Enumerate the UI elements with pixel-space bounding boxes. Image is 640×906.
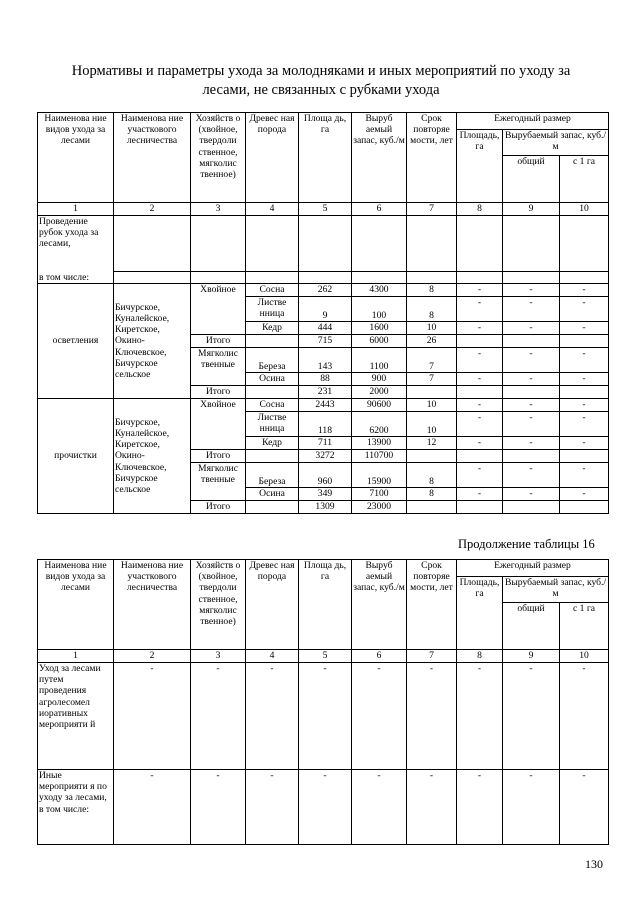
economy-coniferous: Хвойное: [191, 284, 246, 335]
header-annual-area: Площадь, га: [457, 130, 503, 203]
page-title: [40, 62, 602, 100]
header-kind: Наименова ние видов ухода за лесами: [38, 113, 114, 203]
header-forestry: Наименова ние участкового лесничества: [114, 113, 191, 203]
title-line-1: Нормативы и параметры ухода за молодняками и иных мероприятий по уходу за: [71, 63, 571, 79]
table-row: Мягколис твенные Береза 960 15900 8 - - -: [38, 463, 609, 488]
table-row: осветления Бичурское, Куналейское, Киретское, Окино-Ключевское, Бичурское сельское Хвойное Сосна 262 4300 8 - - -: [38, 284, 609, 297]
economy-softwood: Мягколис твенные: [191, 463, 246, 501]
table-16-continued: Наименова ние видов ухода за лесами Наименова ние участкового лесничества Хозяйств о (хвойное, твердоли ственное, мягколис твенное) Древес ная порода Площа дь, га Выруб аемый запас, куб./м Срок повторяе мости, лет Ежегодный размер Площадь, га Вырубаемый запас, куб./м общий с 1 га 1 2 3 4 5 6 7 8 9 10 Уход за лесами путем проведения агролесомел иоративных мероприяти й - - - - - - - - - Иные мероприяти я по уходу за лесами, в том числе: - - - - - - - - -: [37, 559, 609, 845]
header-period: Срок повторяе мости, лет: [407, 113, 457, 203]
kind-osv: осветления: [38, 284, 114, 399]
header-total: общий: [503, 156, 560, 203]
header-row: [38, 113, 609, 130]
table-row: [38, 216, 609, 272]
subtotal-row: Итого 3272 110700: [38, 450, 609, 463]
header-stock: Выруб аемый запас, куб./м: [352, 113, 407, 203]
table-row: прочистки Бичурское, Куналейское, Киретское, Окино-Ключевское, Бичурское сельское Хвойное Сосна 2443 90600 10 - - -: [38, 399, 609, 412]
kind-proch: прочистки: [38, 399, 114, 514]
economy-coniferous: Хвойное: [191, 399, 246, 450]
header-area: Площа дь, га: [299, 113, 352, 203]
forestry-list: Бичурское, Куналейское, Киретское, Окино-Ключевское, Бичурское сельское: [114, 284, 191, 399]
table-16: [37, 112, 609, 514]
subtotal-row: Итого 1309 23000: [38, 501, 609, 514]
header-economy: Хозяйств о (хвойное, твердоли ственное, мягколис твенное): [191, 113, 246, 203]
forestry-list: Бичурское, Куналейское, Киретское, Окино-Ключевское, Бичурское сельское: [114, 399, 191, 514]
table-row: Уход за лесами путем проведения агролесомел иоративных мероприяти й - - - - - - - - -: [38, 663, 609, 770]
title-line-2: лесами, не связанных с рубками ухода: [202, 82, 440, 98]
header-per-ha: с 1 га: [560, 156, 609, 203]
continuation-label: Продолжение таблицы 16: [458, 537, 595, 551]
table-row: Кедр 444 1600 10 - - -: [38, 322, 609, 335]
header-row: Наименова ние видов ухода за лесами Наименова ние участкового лесничества Хозяйств о (хвойное, твердоли ственное, мягколис твенное) Древес ная порода Площа дь, га Выруб аемый запас, куб./м Срок повторяе мости, лет Ежегодный размер: [38, 560, 609, 577]
table-row: Осина 349 7100 8 - - -: [38, 488, 609, 501]
page-number: 130: [585, 857, 603, 871]
column-numbers-row: 1 2 3 4 5 6 7 8 9 10: [38, 203, 609, 216]
table-row: Мягколис твенные Береза 143 1100 7 - - -: [38, 348, 609, 373]
table-row: [38, 272, 609, 284]
section-title: Проведение рубок ухода за лесами,: [38, 216, 114, 272]
header-species: Древес ная порода: [246, 113, 299, 203]
subtotal-row: Итого 715 6000 26: [38, 335, 609, 348]
header-annual: Ежегодный размер: [457, 113, 609, 130]
table-row: Иные мероприяти я по уходу за лесами, в том числе: - - - - - - - - -: [38, 770, 609, 845]
column-numbers-row: 1 2 3 4 5 6 7 8 9 10: [38, 650, 609, 663]
table-row: Листве нница 118 6200 10 - - -: [38, 412, 609, 437]
section-subtitle: в том числе:: [38, 272, 114, 284]
subtotal-row: Итого 231 2000: [38, 386, 609, 399]
table-row: Осина 88 900 7 - - -: [38, 373, 609, 386]
header-annual-stock: Вырубаемый запас, куб./м: [503, 130, 609, 156]
table-row: Кедр 711 13900 12 - - -: [38, 437, 609, 450]
table-row: Листве нница 9 100 8 - - -: [38, 297, 609, 322]
economy-softwood: Мягколис твенные: [191, 348, 246, 386]
